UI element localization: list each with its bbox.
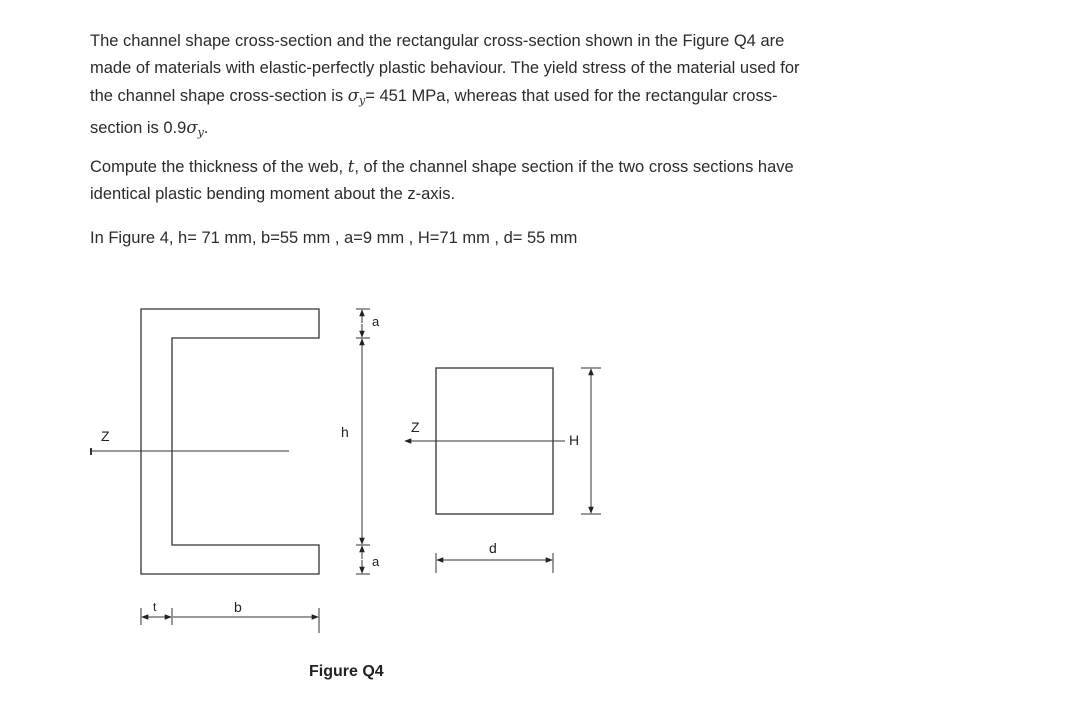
problem-paragraph-1 bbox=[90, 28, 890, 146]
subscript-y: y bbox=[359, 94, 366, 107]
problem-paragraph-3 bbox=[90, 225, 890, 252]
sigma-symbol: σ bbox=[186, 118, 198, 137]
H-label: H bbox=[569, 432, 580, 448]
line: Compute the thickness of the web, bbox=[90, 158, 348, 176]
b-label: b bbox=[234, 599, 242, 615]
dimensions-line: In Figure 4, h= 71 mm, b=55 mm , a=9 mm , H=71 mm , d= 55 mm bbox=[90, 229, 578, 247]
figure-caption: Figure Q4 bbox=[309, 663, 384, 680]
figure-q4-diagram bbox=[0, 290, 700, 650]
line: section is 0.9 bbox=[90, 119, 187, 137]
t-label: t bbox=[153, 600, 157, 614]
channel-outline bbox=[141, 309, 319, 574]
z-label-left: Z bbox=[101, 428, 110, 444]
a-label-bottom: a bbox=[372, 554, 380, 569]
period: . bbox=[203, 119, 209, 137]
sigma-symbol: σ bbox=[347, 86, 359, 105]
d-label: d bbox=[489, 540, 497, 556]
line: The channel shape cross-section and the rectangular cross-section shown in the Figure Q4 are bbox=[90, 32, 785, 50]
subscript-y: y bbox=[197, 126, 204, 139]
problem-paragraph-2 bbox=[90, 153, 890, 208]
z-label-mid: Z bbox=[411, 419, 420, 435]
line: the channel shape cross-section is bbox=[90, 87, 348, 105]
line: identical plastic bending moment about the z-axis. bbox=[90, 185, 456, 203]
a-label-top: a bbox=[372, 314, 380, 329]
t-symbol: t bbox=[347, 157, 355, 176]
line: = 451 MPa, whereas that used for the rectangular cross- bbox=[365, 87, 778, 105]
line: , of the channel shape section if the two cross sections have bbox=[354, 158, 794, 176]
line: made of materials with elastic-perfectly plastic behaviour. The yield stress of the material used for bbox=[90, 59, 800, 77]
h-label: h bbox=[341, 424, 349, 440]
